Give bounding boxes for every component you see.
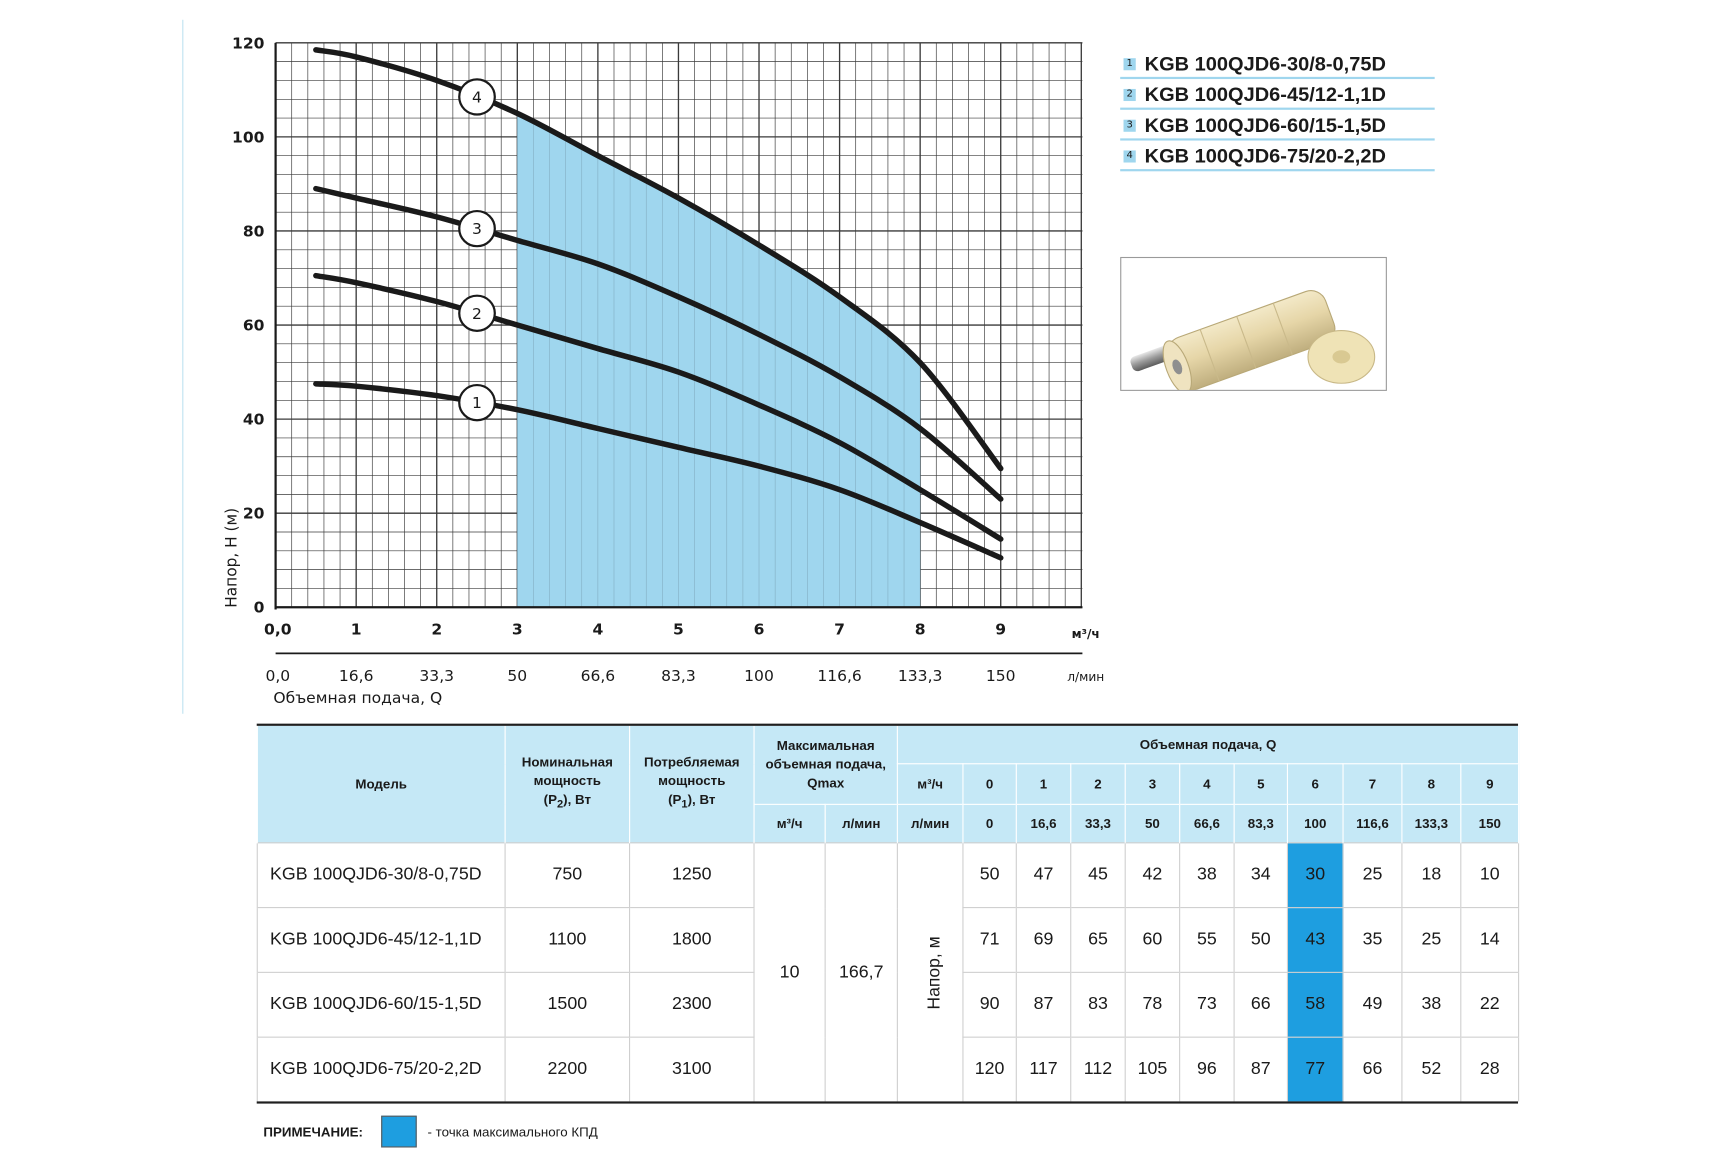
y-tick-label: 100 [232,128,265,147]
legend-label: KGB 100QJD6-30/8-0,75D [1144,52,1386,75]
cell-nominal-power: 2200 [505,1037,629,1101]
cell-model: KGB 100QJD6-60/15-1,5D [257,972,505,1037]
cell-head: 58 [1287,972,1343,1037]
note [263,1116,597,1148]
series-marker-label: 1 [472,394,482,413]
pump-curve-chart [0,0,1122,714]
y-tick-label: 40 [242,410,265,429]
shaded-region [517,113,920,607]
x-tick-secondary-label: 116,6 [817,666,862,685]
cell-nominal-power: 750 [505,843,629,908]
series-marker-label: 3 [472,220,482,239]
table-bottom-rule [257,1101,1518,1103]
header-flow-m3h-1: 1 [1016,764,1070,805]
x-tick-label: 2 [431,620,443,639]
header-unit-m3h: м³/ч [897,764,963,805]
x-tick-secondary-label: 66,6 [580,666,616,685]
x-tick-label: 4 [592,620,604,639]
header-flow-lmin-3: 50 [1125,804,1179,842]
cell-head: 34 [1234,843,1287,908]
header-consumed-power [630,726,754,843]
cell-head: 66 [1234,972,1287,1037]
cell-model: KGB 100QJD6-45/12-1,1D [257,908,505,973]
cell-head: 77 [1287,1037,1343,1101]
table-top-rule [257,724,1518,726]
header-flow-m3h-4: 4 [1180,764,1234,805]
cell-qmax-lmin: 166,7 [825,843,897,1102]
head-label: Напор, м [925,935,944,1010]
cell-head: 52 [1402,1037,1461,1101]
header-qmax: Максимальная объемная подача, Qmax [754,726,897,805]
x-unit-primary: м³/ч [1071,627,1100,641]
cell-head-label [897,843,963,1102]
cell-head: 71 [963,908,1016,973]
cell-head: 78 [1125,972,1179,1037]
legend-item-2 [1120,81,1434,110]
cell-head: 120 [963,1037,1016,1101]
header-flow-m3h-7: 7 [1343,764,1402,805]
x-tick-label: 7 [834,620,846,639]
cell-head: 35 [1343,908,1402,973]
header-nominal-power-sub: 2 [556,799,564,812]
cell-head: 55 [1180,908,1234,973]
legend-item-4 [1120,143,1434,172]
cell-head: 10 [1461,843,1519,908]
legend-item-3 [1120,112,1434,141]
series-marker-label: 2 [472,304,482,323]
cell-head: 83 [1071,972,1125,1037]
header-nominal-power [505,726,629,843]
header-nominal-power-unit: ), Вт [563,792,592,808]
cell-head: 38 [1180,843,1234,908]
header-flow-lmin-5: 83,3 [1234,804,1287,842]
cell-head: 87 [1016,972,1070,1037]
y-tick-label: 120 [232,34,265,53]
header-flow-lmin-4: 66,6 [1180,804,1234,842]
header-flow-m3h-5: 5 [1234,764,1287,805]
cell-head: 73 [1180,972,1234,1037]
header-flow-lmin-0: 0 [963,804,1016,842]
x-tick-label: 9 [995,620,1007,639]
header-consumed-power-p: (P [668,792,682,808]
header-unit-lmin: л/мин [897,804,963,842]
x-tick-label: 8 [914,620,926,639]
cell-head: 50 [1234,908,1287,973]
header-flow-lmin-7: 116,6 [1343,804,1402,842]
header-flow-m3h-9: 9 [1461,764,1519,805]
table-body [257,843,1518,1102]
header-model: Модель [257,726,505,843]
header-consumed-power-sub: 1 [681,799,688,812]
cell-head: 38 [1402,972,1461,1037]
cell-head: 18 [1402,843,1461,908]
legend-number: 2 [1124,88,1136,100]
cell-qmax-m3h: 10 [754,843,825,1102]
legend-number: 4 [1124,150,1136,162]
pump-impeller-icon [1121,258,1385,390]
cell-head: 60 [1125,908,1179,973]
x-tick-secondary-label: 83,3 [661,666,696,685]
legend-label: KGB 100QJD6-45/12-1,1D [1144,82,1386,105]
header-flow-lmin-6: 100 [1287,804,1343,842]
table [257,726,1520,1102]
cell-head: 22 [1461,972,1519,1037]
y-tick-label: 20 [242,504,265,523]
note-label: ПРИМЕЧАНИЕ: [263,1123,364,1140]
legend-item-1 [1120,51,1434,80]
note-text: - точка максимального КПД [427,1123,598,1140]
header-flow-lmin-8: 133,3 [1402,804,1461,842]
y-tick-label: 80 [242,222,265,241]
cell-nominal-power: 1100 [505,908,629,973]
y-tick-label: 60 [242,316,265,335]
x-tick-label: 6 [753,620,765,639]
y-tick-label: 0 [253,598,265,617]
cell-head: 30 [1287,843,1343,908]
cell-head: 90 [963,972,1016,1037]
x-axis-title: Объемная подача, Q [273,688,443,707]
header-flow-lmin-1: 16,6 [1016,804,1070,842]
cell-head: 65 [1071,908,1125,973]
cell-head: 69 [1016,908,1070,973]
x-tick-secondary-label: 100 [744,666,774,685]
x-tick-secondary-label: 33,3 [419,666,455,685]
legend-label: KGB 100QJD6-60/15-1,5D [1144,113,1386,136]
header-nominal-power-text: Номинальная мощность [521,754,613,789]
x-tick-secondary-label: 0,0 [265,666,291,685]
table-row [257,843,1518,908]
header-nominal-power-p: (P [543,792,557,808]
shaded-area [517,113,920,607]
cell-head: 105 [1125,1037,1179,1101]
cell-head: 28 [1461,1037,1519,1101]
cell-head: 14 [1461,908,1519,973]
x-tick-secondary-label: 133,3 [897,666,943,685]
header-flow: Объемная подача, Q [897,726,1518,764]
cell-head: 117 [1016,1037,1070,1101]
cell-head: 45 [1071,843,1125,908]
x-unit-secondary: л/мин [1067,669,1105,684]
header-qmax-lmin: л/мин [825,804,897,842]
x-tick-secondary-label: 16,6 [338,666,374,685]
cell-consumed-power: 3100 [630,1037,754,1101]
header-flow-m3h-6: 6 [1287,764,1343,805]
series-marker-label: 4 [472,88,482,107]
header-flow-m3h-0: 0 [963,764,1016,805]
cell-head: 112 [1071,1037,1125,1101]
x-tick-secondary-label: 50 [507,666,528,685]
cell-head: 25 [1402,908,1461,973]
cell-nominal-power: 1500 [505,972,629,1037]
header-flow-m3h-8: 8 [1402,764,1461,805]
header-flow-lmin-2: 33,3 [1071,804,1125,842]
note-swatch [381,1116,417,1148]
performance-table [257,726,1518,1102]
header-consumed-power-unit: ), Вт [687,792,716,808]
cell-head: 43 [1287,908,1343,973]
header-qmax-m3h: м³/ч [754,804,825,842]
cell-consumed-power: 1250 [630,843,754,908]
legend [1120,51,1434,174]
cell-head: 47 [1016,843,1070,908]
x-tick-label: 5 [673,620,684,639]
cell-model: KGB 100QJD6-30/8-0,75D [257,843,505,908]
legend-number: 1 [1124,58,1136,70]
x-tick-label: 0,0 [264,620,292,639]
y-axis-title: Напор, Н (м) [222,507,241,608]
cell-model: KGB 100QJD6-75/20-2,2D [257,1037,505,1101]
header-flow-lmin-9: 150 [1461,804,1519,842]
cell-consumed-power: 1800 [630,908,754,973]
cell-head: 25 [1343,843,1402,908]
legend-number: 3 [1124,119,1136,131]
header-consumed-power-text: Потребляемая мощность [643,754,740,789]
cell-consumed-power: 2300 [630,972,754,1037]
header-flow-m3h-3: 3 [1125,764,1179,805]
cell-head: 96 [1180,1037,1234,1101]
cell-head: 49 [1343,972,1402,1037]
x-tick-label: 3 [511,620,523,639]
x-tick-label: 1 [350,620,362,639]
table-header-row [257,726,1518,764]
cell-head: 87 [1234,1037,1287,1101]
cell-head: 66 [1343,1037,1402,1101]
header-flow-m3h-2: 2 [1071,764,1125,805]
legend-label: KGB 100QJD6-75/20-2,2D [1144,144,1386,167]
cell-head: 50 [963,843,1016,908]
x-tick-secondary-label: 150 [985,666,1016,685]
cell-head: 42 [1125,843,1179,908]
pump-impeller-photo [1120,257,1387,391]
